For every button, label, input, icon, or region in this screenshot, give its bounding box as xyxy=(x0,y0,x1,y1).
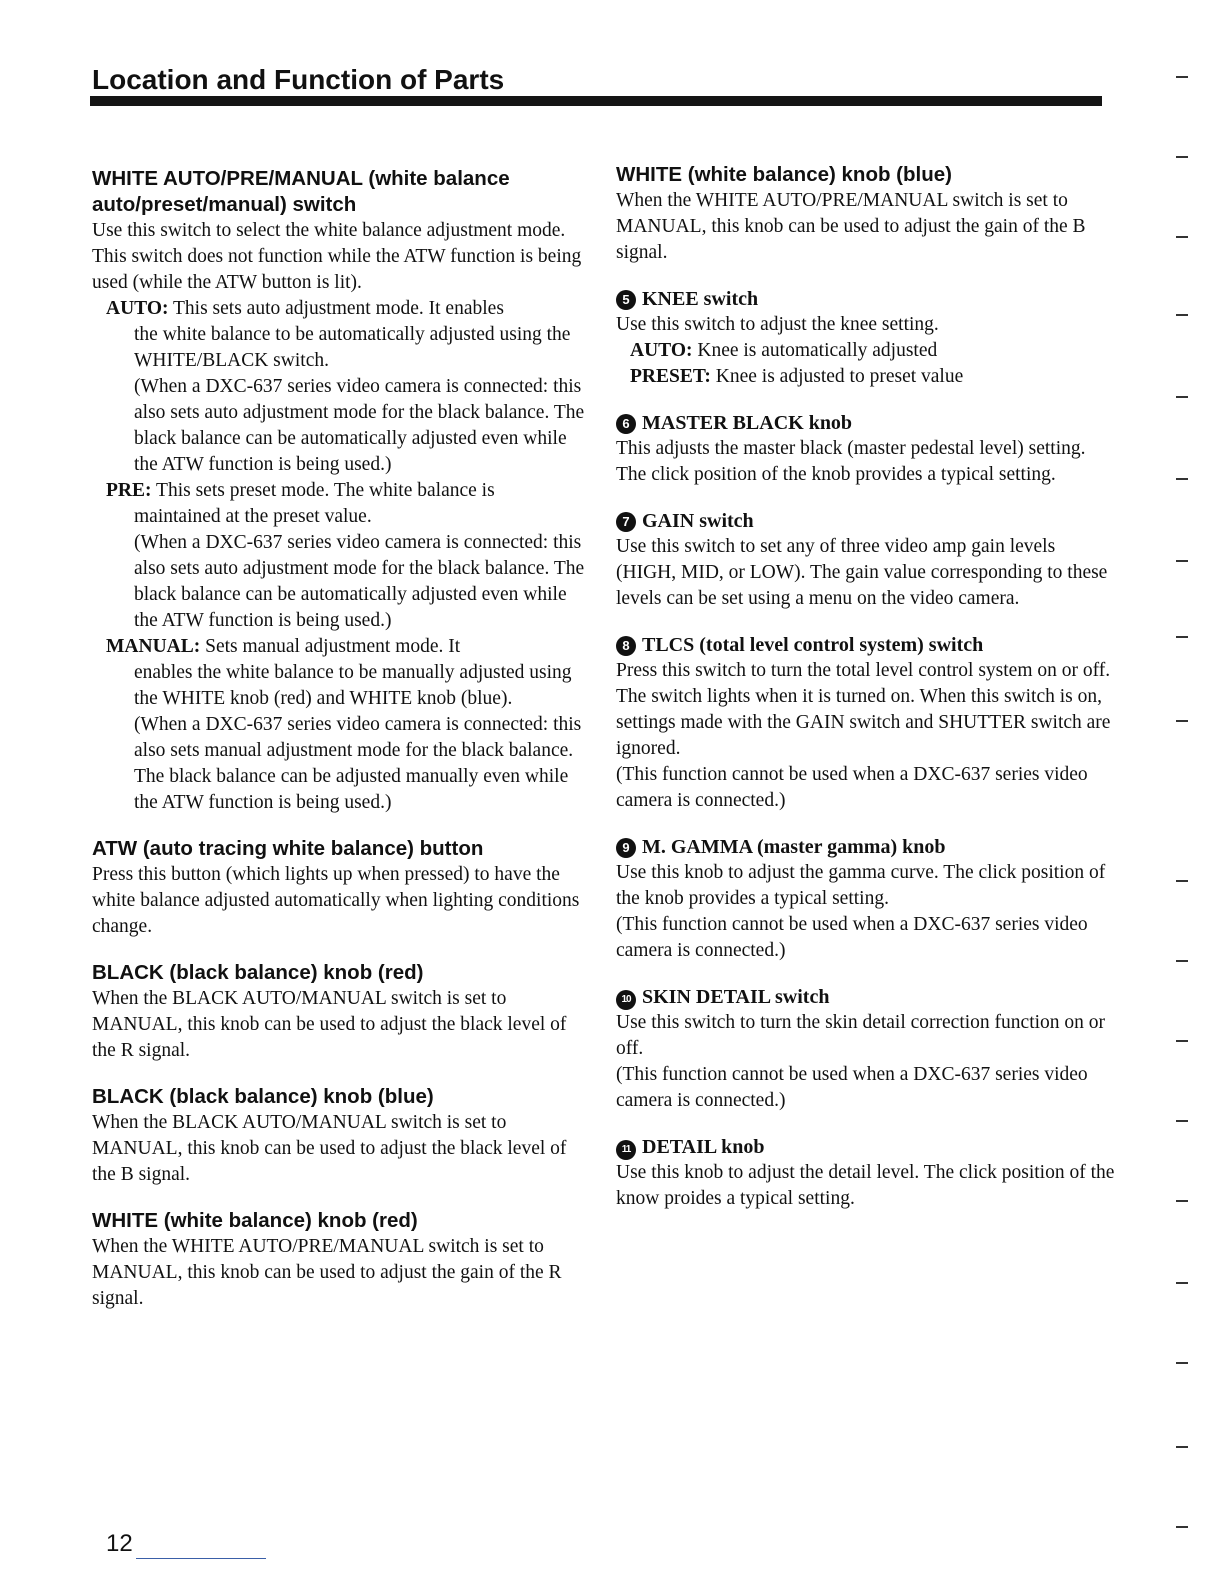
option-note: (When a DXC-637 series video camera is connected: this also sets auto adjustment mode for the black balance. The black balance can be automatically adjusted even while the ATW function is being used.) xyxy=(134,376,585,475)
section-white-knob-blue xyxy=(616,162,1116,266)
right-column xyxy=(616,162,1116,1212)
margin-tick xyxy=(1176,1120,1188,1122)
section-heading xyxy=(616,286,1116,312)
section-body: Use this switch to set any of three video amp gain levels (HIGH, MID, or LOW). The gain value corresponding to these levels can be set using a menu on the video camera. xyxy=(616,536,1108,609)
option-text: Sets manual adjustment mode. It xyxy=(205,636,461,657)
section-heading: ATW (auto tracing white balance) button xyxy=(92,837,484,860)
section-note: (This function cannot be used when a DXC-637 series video camera is connected.) xyxy=(616,764,1088,811)
margin-tick xyxy=(1176,478,1188,480)
option-auto xyxy=(630,338,1116,364)
margin-tick xyxy=(1176,1040,1188,1042)
option-pre xyxy=(106,478,592,504)
margin-tick xyxy=(1176,880,1188,882)
section-heading-text: MASTER BLACK knob xyxy=(642,412,853,434)
section-body: When the BLACK AUTO/MANUAL switch is set to MANUAL, this knob can be used to adjust the black level of the R signal. xyxy=(92,988,567,1061)
section-body: Press this button (which lights up when pressed) to have the white balance adjusted automatically when lighting conditions change. xyxy=(92,864,580,937)
section-heading-text: GAIN switch xyxy=(642,510,754,532)
number-5-icon: 5 xyxy=(616,290,636,310)
margin-tick xyxy=(1176,236,1188,238)
section-body: Use this switch to adjust the knee setting. xyxy=(616,314,939,335)
number-10-icon: 10 xyxy=(616,990,636,1010)
margin-tick xyxy=(1176,396,1188,398)
section-body: When the WHITE AUTO/PRE/MANUAL switch is set to MANUAL, this knob can be used to adjust the gain of the B signal. xyxy=(616,190,1086,263)
margin-tick xyxy=(1176,1446,1188,1448)
option-text: This sets auto adjustment mode. It enables xyxy=(173,298,504,319)
margin-tick xyxy=(1176,720,1188,722)
section-body: Use this knob to adjust the gamma curve. The click position of the knob provides a typical setting. xyxy=(616,862,1106,909)
section-note: (This function cannot be used when a DXC-637 series video camera is connected.) xyxy=(616,914,1088,961)
option-key: AUTO: xyxy=(630,340,693,361)
option-note: (When a DXC-637 series video camera is connected: this also sets manual adjustment mode for the black balance. The black balance can be adjusted manually even while the ATW function is being used.) xyxy=(134,714,582,813)
section-body: Use this knob to adjust the detail level. The click position of the know proides a typical setting. xyxy=(616,1162,1115,1209)
option-text: Knee is adjusted to preset value xyxy=(715,366,964,387)
section-black-knob-blue xyxy=(92,1084,592,1188)
section-heading xyxy=(616,410,1116,436)
left-column xyxy=(92,166,592,1312)
section-heading: WHITE (white balance) knob (blue) xyxy=(616,163,952,186)
page-number-underline xyxy=(136,1558,266,1559)
section-heading-text: SKIN DETAIL switch xyxy=(642,986,830,1008)
page-title: Location and Function of Parts xyxy=(92,64,505,95)
option-note: (When a DXC-637 series video camera is connected: this also sets auto adjustment mode for the black balance. The black balance can be automatically adjusted even while the ATW function is being used.) xyxy=(134,532,585,631)
section-heading xyxy=(616,1134,1116,1160)
margin-tick xyxy=(1176,1362,1188,1364)
option-key: AUTO: xyxy=(106,298,169,319)
margin-tick xyxy=(1176,156,1188,158)
margin-tick xyxy=(1176,1200,1188,1202)
option-continuation: the white balance to be automatically adjusted using the WHITE/BLACK switch. xyxy=(134,324,571,371)
section-heading xyxy=(616,834,1116,860)
option-key: PRESET: xyxy=(630,366,711,387)
section-heading: WHITE (white balance) knob (red) xyxy=(92,1209,418,1232)
section-white-knob-red xyxy=(92,1208,592,1312)
section-body: This adjusts the master black (master pedestal level) setting. The click position of the knob provides a typical setting. xyxy=(616,438,1086,485)
section-heading: BLACK (black balance) knob (blue) xyxy=(92,1085,434,1108)
margin-tick xyxy=(1176,314,1188,316)
margin-tick xyxy=(1176,636,1188,638)
margin-tick xyxy=(1176,1526,1188,1528)
option-key: PRE: xyxy=(106,480,152,501)
option-auto xyxy=(106,296,592,322)
section-note: (This function cannot be used when a DXC-637 series video camera is connected.) xyxy=(616,1064,1088,1111)
section-body: When the BLACK AUTO/MANUAL switch is set to MANUAL, this knob can be used to adjust the black level of the B signal. xyxy=(92,1112,567,1185)
number-7-icon: 7 xyxy=(616,512,636,532)
page-number: 12 xyxy=(106,1530,133,1557)
section-body: Use this switch to turn the skin detail correction function on or off. xyxy=(616,1012,1106,1059)
section-heading: BLACK (black balance) knob (red) xyxy=(92,961,424,984)
section-heading xyxy=(616,984,1116,1010)
option-key: MANUAL: xyxy=(106,636,201,657)
section-master-black-knob xyxy=(616,410,1116,488)
section-heading-text: KNEE switch xyxy=(642,288,759,310)
option-text: This sets preset mode. The white balance is xyxy=(156,480,495,501)
margin-tick xyxy=(1176,1282,1188,1284)
option-continuation: maintained at the preset value. xyxy=(134,506,372,527)
number-9-icon: 9 xyxy=(616,838,636,858)
margin-tick xyxy=(1176,76,1188,78)
section-heading-text: DETAIL knob xyxy=(642,1136,765,1158)
section-heading xyxy=(616,508,1116,534)
number-8-icon: 8 xyxy=(616,636,636,656)
section-black-knob-red xyxy=(92,960,592,1064)
section-detail-knob xyxy=(616,1134,1116,1212)
option-text: Knee is automatically adjusted xyxy=(697,340,938,361)
section-body: Use this switch to select the white balance adjustment mode. This switch does not function while the ATW function is being used (while the ATW button is lit). xyxy=(92,220,582,293)
section-m-gamma-knob xyxy=(616,834,1116,964)
option-preset xyxy=(630,364,1116,390)
option-continuation: enables the white balance to be manually adjusted using the WHITE knob (red) and WHITE knob (blue). xyxy=(134,662,572,709)
section-body: When the WHITE AUTO/PRE/MANUAL switch is set to MANUAL, this knob can be used to adjust the gain of the R signal. xyxy=(92,1236,562,1309)
section-knee-switch xyxy=(616,286,1116,390)
number-11-icon: 11 xyxy=(616,1140,636,1160)
section-gain-switch xyxy=(616,508,1116,612)
section-heading-text: TLCS (total level control system) switch xyxy=(642,634,984,656)
section-heading: WHITE AUTO/PRE/MANUAL (white balance auto/preset/manual) switch xyxy=(92,167,510,216)
section-heading-text: M. GAMMA (master gamma) knob xyxy=(642,836,946,858)
section-heading xyxy=(616,632,1116,658)
section-white-auto-pre-manual-switch xyxy=(92,166,592,816)
number-6-icon: 6 xyxy=(616,414,636,434)
header-rule xyxy=(90,96,1102,106)
section-body: Press this switch to turn the total level control system on or off. The switch lights when it is turned on. When this switch is on, settings made with the GAIN switch and SHUTTER switch are ignored. xyxy=(616,660,1111,759)
margin-tick xyxy=(1176,560,1188,562)
section-tlcs-switch xyxy=(616,632,1116,814)
option-manual xyxy=(106,634,592,660)
section-skin-detail-switch xyxy=(616,984,1116,1114)
section-atw-button xyxy=(92,836,592,940)
margin-tick xyxy=(1176,960,1188,962)
